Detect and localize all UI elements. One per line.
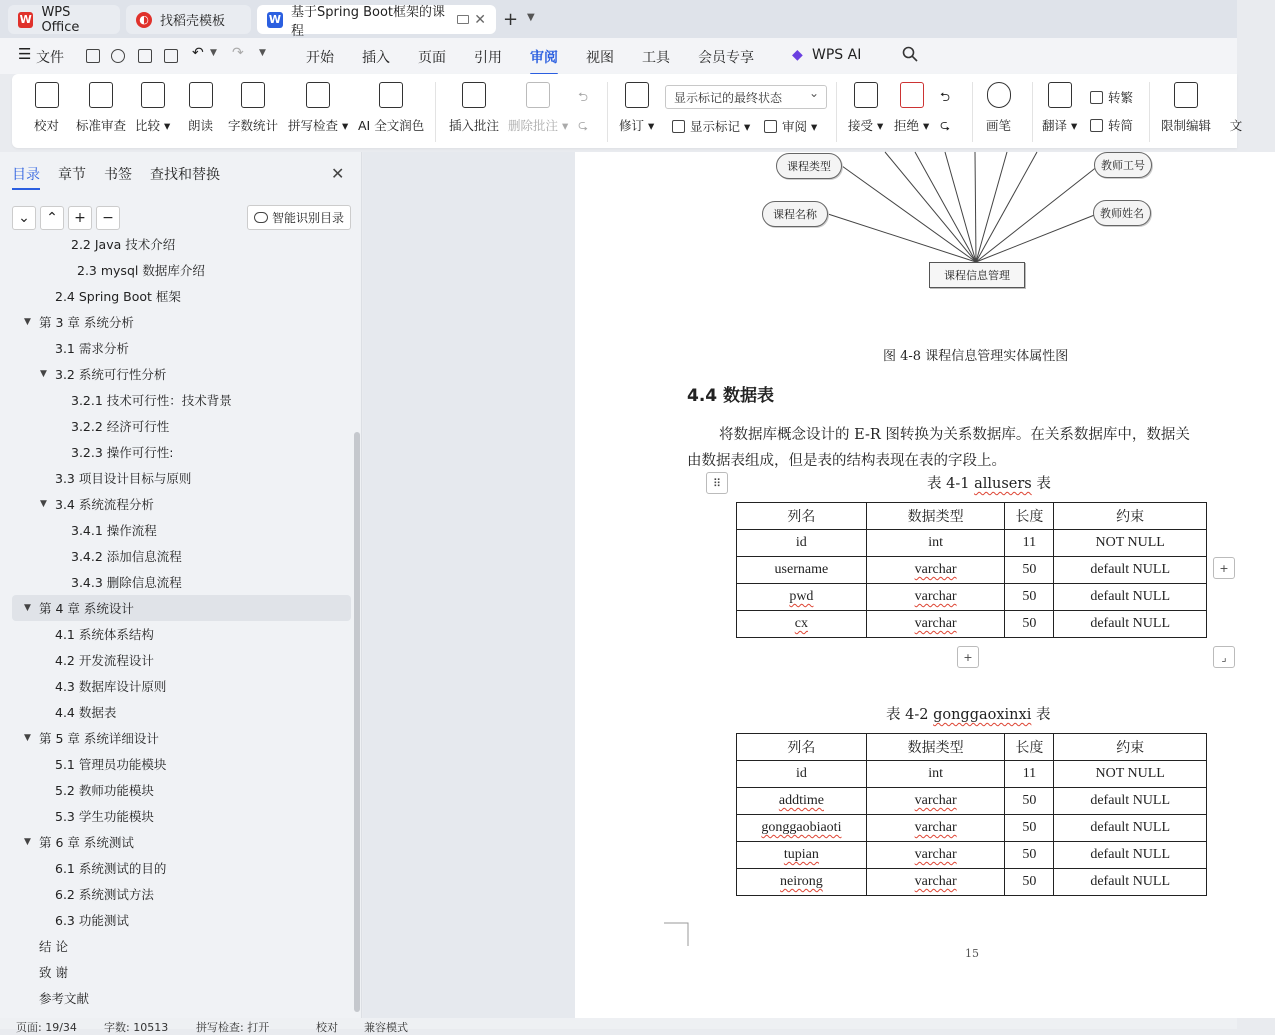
expand-triangle-icon[interactable]: ▼ [24,603,31,613]
toc-item[interactable] [0,491,352,517]
toc-item[interactable] [0,881,352,907]
revise-icon [625,82,649,108]
table-cell-text: id [795,766,807,781]
to-simplified-button[interactable]: 转简 [1090,116,1133,134]
toc-item-label: 参考文献 [39,991,90,1006]
reject-icon [900,82,924,108]
status-word-count[interactable]: 字数: 10513 [104,1021,169,1034]
standard-review-icon [89,82,113,108]
read-aloud-icon [189,82,213,108]
accept-button[interactable]: 接受 ▾ [848,82,883,134]
expand-triangle-icon[interactable]: ▼ [24,733,31,743]
table-cell-text: int [928,766,944,781]
table-cell-text: username [774,562,829,577]
toc-item-label: 5.2 教师功能模块 [55,783,154,798]
add-column-plus-icon[interactable]: + [1213,557,1235,579]
toc-item[interactable] [0,413,352,439]
toc-item-label: 3.2.1 技术可行性：技术背景 [71,393,232,408]
toc-item-label: 3.4.1 操作流程 [71,523,157,538]
table-cell[interactable] [1054,761,1207,788]
sidebar-scrollbar[interactable] [354,432,360,1012]
table-cell-text: varchar [914,616,957,631]
table-row [737,611,1207,638]
table-cell-text: 50 [1022,562,1037,577]
er-entity-node: 课程信息管理 [929,262,1025,288]
table-header-cell: 约束 [1054,734,1207,761]
document-canvas [363,152,1237,1018]
table-cell[interactable] [1054,584,1207,611]
table-cell[interactable] [1054,611,1207,638]
table-cell[interactable] [1054,530,1207,557]
add-row-plus-icon[interactable]: + [957,646,979,668]
navigation-pane [0,152,362,1018]
toc-item[interactable] [0,569,352,595]
toc-item[interactable] [0,621,352,647]
table-header-row [737,734,1207,761]
table-cell[interactable] [1005,788,1054,815]
prev-change-icon[interactable]: ⮌ [940,89,951,104]
show-markup-button[interactable]: 显示标记 ▾ [672,117,750,135]
table-cell-text: pwd [789,589,814,604]
table-cell[interactable] [737,761,867,788]
toc-item[interactable] [0,335,352,361]
ribbon-divider [836,82,837,142]
toc-item[interactable] [0,647,352,673]
table-cell-text: varchar [914,874,957,889]
toc-item-label: 结 论 [39,939,68,954]
table-cell-text: 50 [1022,847,1037,862]
toc-item[interactable] [0,933,352,959]
toc-item[interactable] [0,543,352,569]
word-count-icon [241,82,265,108]
table-header-cell: 列名 [737,503,867,530]
toc-item-label: 6.2 系统测试方法 [55,887,154,902]
table-cell-text: 50 [1022,616,1037,631]
standard-review-button[interactable]: 标准审查 [76,82,126,134]
menu-review[interactable]: 审阅 [530,47,558,67]
toc-item[interactable] [0,855,352,881]
magic-wand-icon [379,82,403,108]
table-cell[interactable] [737,611,867,638]
table-cell[interactable] [1005,869,1054,896]
toc-item[interactable] [0,387,352,413]
ribbon-divider [972,82,973,142]
status-proofread[interactable]: 校对 [316,1021,338,1034]
menu-insert[interactable]: 插入 [362,50,390,66]
table-cell[interactable] [1005,815,1054,842]
table-cell-text: 50 [1022,820,1037,835]
expand-triangle-icon[interactable]: ▼ [40,499,47,509]
ribbon-divider [435,82,436,142]
table-cell-text: default NULL [1090,589,1171,604]
reject-button[interactable]: 拒绝 ▾ [894,82,929,134]
menu-page[interactable]: 页面 [418,50,446,66]
table-cell-text: gonggaobiaoti [761,820,842,835]
toc-item-label: 4.2 开发流程设计 [55,653,154,668]
tab-label: WPS Office [41,4,80,35]
table-cell-text: 50 [1022,589,1037,604]
table-cell-text: default NULL [1090,820,1171,835]
table-header-cell: 列名 [737,734,867,761]
er-attribute-node: 教师工号 [1094,152,1152,178]
table-cell[interactable] [1005,761,1054,788]
toc-item[interactable] [0,517,352,543]
toc-item-label: 5.3 学生功能模块 [55,809,154,824]
next-comment-icon[interactable]: ⮎ [578,117,589,132]
add-heading-plus-icon[interactable]: + [68,206,92,230]
tab-bookmarks[interactable]: 书签 [104,167,132,183]
table-cell-text: NOT NULL [1095,535,1165,550]
er-attribute-node: 课程类型 [776,153,842,179]
tab-document[interactable] [257,4,496,39]
toc-item[interactable] [0,309,352,335]
table-cell-text: NOT NULL [1095,766,1165,781]
undo-icon[interactable]: ↶ [192,45,204,61]
ribbon-divider [607,82,608,142]
spell-check-button[interactable]: 拼写检查 ▾ [288,82,348,134]
proofread-button[interactable]: 校对 [34,82,59,134]
table-cell[interactable] [1054,842,1207,869]
toc-item-label: 第 5 章 系统详细设计 [39,731,159,746]
toc-item-label: 致 谢 [39,965,68,980]
pen-button[interactable]: 画笔 [986,82,1011,134]
more-chevron-icon[interactable]: ▼ [259,48,266,58]
toc-item-label: 3.2.2 经济可行性 [71,419,170,434]
page-corner-mark [664,922,690,948]
title-tab-bar [0,0,1237,38]
table-row [737,584,1207,611]
delete-comment-icon [526,82,550,108]
toc-item[interactable] [0,361,352,387]
table-cell-text: varchar [914,847,957,862]
print-icon[interactable] [138,49,152,63]
monitor-icon [457,15,469,24]
table-cell[interactable] [737,869,867,896]
table-cell[interactable] [1005,842,1054,869]
undo-dropdown-icon[interactable]: ▼ [210,48,217,58]
expand-triangle-icon[interactable]: ▼ [24,837,31,847]
to-traditional-button[interactable]: 转繁 [1090,88,1133,106]
redo-icon[interactable]: ↷ [232,45,244,61]
table-row [737,788,1207,815]
table-cell-text: id [795,535,807,550]
toc-item[interactable] [0,465,352,491]
word-doc-icon: W [268,13,282,26]
compare-button[interactable]: 比较 ▾ [135,82,170,134]
markup-display-select[interactable]: 显示标记的最终状态 ⌄ [665,85,827,109]
toc-item-label: 6.3 功能测试 [55,913,129,928]
remove-heading-minus-icon[interactable]: − [96,206,120,230]
table-header-cell: 长度 [1005,503,1054,530]
toc-item[interactable] [0,257,352,283]
table-caption: 表 4-2 gonggaoxinxi 表 [886,707,1051,723]
table-cell[interactable] [1005,557,1054,584]
table-cell[interactable] [737,788,867,815]
print-preview-icon[interactable] [164,49,178,63]
table-cell-text: default NULL [1090,616,1171,631]
table-row [737,815,1207,842]
table-cell[interactable] [866,815,1005,842]
table-header-cell: 数据类型 [866,503,1005,530]
status-page[interactable]: 页面: 19/34 [16,1021,77,1034]
table-cell-text: varchar [914,820,957,835]
toc-item[interactable] [0,777,352,803]
table-row [737,530,1207,557]
save-icon[interactable] [86,49,100,63]
table-cell[interactable] [1054,869,1207,896]
read-aloud-button[interactable]: 朗读 [188,82,213,134]
prev-comment-icon[interactable]: ⮌ [578,89,589,104]
data-table-allusers[interactable] [736,502,1207,638]
table-cell[interactable] [737,584,867,611]
table-cell[interactable] [866,611,1005,638]
menu-tools[interactable]: 工具 [642,50,670,66]
expand-triangle-icon[interactable]: ▼ [40,369,47,379]
translate-icon [1048,82,1072,108]
ribbon-divider [1149,82,1150,142]
table-row [737,869,1207,896]
proofread-icon [35,82,59,108]
toc-item[interactable] [0,829,352,855]
body-paragraph-line: 由数据表组成，但是表的结构表现在表的字段上。 [687,453,1006,469]
tab-label: 基于Spring Boot框架的课程 [291,4,446,39]
delete-comment-button[interactable]: 删除批注 ▾ [508,82,568,134]
pen-icon [987,82,1011,108]
toc-item[interactable] [0,699,352,725]
simplified-chinese-icon [1090,119,1103,132]
chevron-down-icon[interactable]: ▼ [527,12,535,23]
status-bar [0,1018,1237,1034]
revise-button[interactable]: 修订 ▾ [619,82,654,134]
wps-logo-icon: W [19,13,32,26]
toc-item-label: 4.3 数据库设计原则 [55,679,167,694]
table-cell-text: default NULL [1090,793,1171,808]
table-cell[interactable] [1005,530,1054,557]
menu-view[interactable]: 视图 [586,50,614,66]
table-cell[interactable] [1005,584,1054,611]
toc-item-label: 第 4 章 系统设计 [39,601,134,616]
menu-bar [0,38,1237,74]
expand-all-chevron-down-icon[interactable]: ⌄ [12,206,36,230]
smart-toc-icon [254,212,268,223]
menu-wps-ai[interactable]: WPS AI [812,47,862,63]
table-cell-text: 11 [1022,535,1037,550]
table-cell-text: 50 [1022,874,1037,889]
table-cell-text: addtime [778,793,824,808]
toc-item-label: 5.1 管理员功能模块 [55,757,167,772]
insert-comment-button[interactable]: 插入批注 [449,82,499,134]
toc-item[interactable] [0,907,352,933]
table-move-handle-icon[interactable]: ⠿ [706,472,728,494]
table-cell[interactable] [1005,611,1054,638]
table-cell-text: tupian [783,847,819,862]
collapse-chevron-up-icon[interactable]: ⌃ [40,206,64,230]
table-cell[interactable] [737,530,867,557]
toc-item-label: 3.1 需求分析 [55,341,129,356]
toc-item-label: 4.4 数据表 [55,705,117,720]
tab-docer[interactable] [126,5,251,34]
table-resize-icon[interactable]: ⌟ [1213,646,1235,668]
table-caption: 表 4-1 allusers 表 [927,476,1051,492]
review-pane-icon [764,120,777,133]
insert-comment-icon [462,82,486,108]
doc-encrypt-button[interactable]: 文 [1229,118,1243,133]
status-spell-check[interactable]: 拼写检查: 打开 [196,1021,270,1034]
toc-item-label: 3.4.3 删除信息流程 [71,575,182,590]
table-cell-text: varchar [914,562,957,577]
table-cell-text: 50 [1022,793,1037,808]
word-count-button[interactable]: 字数统计 [228,82,278,134]
table-cell[interactable] [1054,788,1207,815]
smart-toc-button[interactable]: 智能识别目录 [247,205,351,230]
table-cell[interactable] [866,761,1005,788]
toc-item-label: 2.4 Spring Boot 框架 [55,289,181,304]
toc-item-label: 6.1 系统测试的目的 [55,861,167,876]
translate-button[interactable]: 翻译 ▾ [1042,82,1077,134]
tab-toc[interactable]: 目录 [12,164,40,184]
tab-find-replace[interactable]: 查找和替换 [150,167,220,183]
toc-item-label: 3.4.2 添加信息流程 [71,549,182,564]
er-attribute-node: 教师姓名 [1093,200,1151,226]
spell-check-icon [306,82,330,108]
toc-item-label: 3.2.3 操作可行性: [71,445,174,460]
table-cell[interactable] [866,842,1005,869]
traditional-chinese-icon [1090,91,1103,104]
table-cell-text: default NULL [1090,847,1171,862]
page-number: 15 [965,947,979,960]
table-header-row [737,503,1207,530]
toc-item[interactable] [0,959,352,985]
next-change-icon[interactable]: ⮎ [940,117,951,132]
menu-start[interactable]: 开始 [306,50,334,66]
table-row [737,761,1207,788]
table-cell[interactable] [866,557,1005,584]
table-cell[interactable] [866,788,1005,815]
toc-item[interactable] [0,725,352,751]
share-icon[interactable] [111,49,125,63]
table-header-cell: 约束 [1054,503,1207,530]
table-cell[interactable] [866,869,1005,896]
table-cell-text: 11 [1022,766,1037,781]
er-diagram-lines [575,152,1275,292]
table-cell[interactable] [1054,815,1207,842]
accept-icon [854,82,878,108]
toc-item[interactable] [0,751,352,777]
toc-item-label: 2.3 mysql 数据库介绍 [77,263,205,278]
toc-item[interactable] [0,439,352,465]
toc-item-label: 第 6 章 系统测试 [39,835,134,850]
tab-chapters[interactable]: 章节 [58,167,86,183]
table-cell-text: int [928,535,943,550]
table-cell-text: varchar [914,793,957,808]
toc-item[interactable] [0,283,352,309]
table-cell[interactable] [866,530,1005,557]
toc-item-label: 4.1 系统体系结构 [55,627,154,642]
expand-triangle-icon[interactable]: ▼ [24,317,31,327]
compare-icon [141,82,165,108]
toc-item[interactable] [0,673,352,699]
toc-item-label: 3.4 系统流程分析 [55,497,154,512]
table-cell[interactable] [1054,557,1207,584]
review-pane-button[interactable]: 审阅 ▾ [764,117,817,135]
ribbon-divider [1032,82,1033,142]
figure-caption: 图 4-8 课程信息管理实体属性图 [883,349,1069,364]
ai-polish-button[interactable]: AI 全文润色 [358,82,424,134]
toc-item-label: 第 3 章 系统分析 [39,315,134,330]
er-attribute-node: 课程名称 [762,201,828,227]
tab-label: 找稻壳模板 [160,14,226,29]
table-cell-text: varchar [914,589,957,604]
table-cell-text: neirong [780,874,823,889]
docer-logo-icon: ◐ [136,12,152,28]
table-cell-text: default NULL [1090,874,1171,889]
section-heading: 4.4 数据表 [687,386,775,406]
table-cell[interactable] [737,557,867,584]
toc-item[interactable] [12,595,351,621]
toc-list [0,238,352,1018]
tab-wps-office[interactable] [8,5,120,34]
new-tab-plus-icon[interactable]: + [503,9,519,30]
toc-item-label: 3.3 项目设计目标与原则 [55,471,192,486]
table-cell[interactable] [737,842,867,869]
body-paragraph-line: 将数据库概念设计的 E-R 图转换为关系数据库。在关系数据库中，数据关 [719,427,1190,443]
table-cell-text: cx [794,616,808,631]
table-row [737,842,1207,869]
data-table-gonggaoxinxi[interactable] [736,733,1207,896]
search-icon[interactable] [902,46,918,62]
show-markup-icon [672,120,685,133]
table-header-cell: 数据类型 [866,734,1005,761]
document-page[interactable] [575,152,1275,1018]
table-cell[interactable] [737,815,867,842]
table-header-cell: 长度 [1005,734,1054,761]
toc-item[interactable] [0,231,352,257]
toc-item-label: 3.2 系统可行性分析 [55,367,167,382]
toc-item-label: 2.2 Java 技术介绍 [71,237,176,252]
menu-file[interactable]: 文件 [36,50,64,66]
hamburger-icon[interactable]: ☰ [18,45,32,63]
status-compat-mode: 兼容模式 [364,1021,408,1034]
close-icon[interactable]: ✕ [474,11,486,28]
close-icon[interactable]: ✕ [331,164,345,183]
menu-member[interactable]: 会员专享 [698,50,754,66]
ribbon-toolbar [12,74,1243,148]
table-cell[interactable] [866,584,1005,611]
restrict-edit-icon [1174,82,1198,108]
table-cell-text: default NULL [1090,562,1171,577]
menu-reference[interactable]: 引用 [474,50,502,66]
toc-item[interactable] [0,803,352,829]
table-row [737,557,1207,584]
wps-ai-icon: ◆ [792,47,803,63]
restrict-edit-button[interactable]: 限制编辑 [1161,82,1211,134]
toc-item[interactable] [0,985,352,1011]
